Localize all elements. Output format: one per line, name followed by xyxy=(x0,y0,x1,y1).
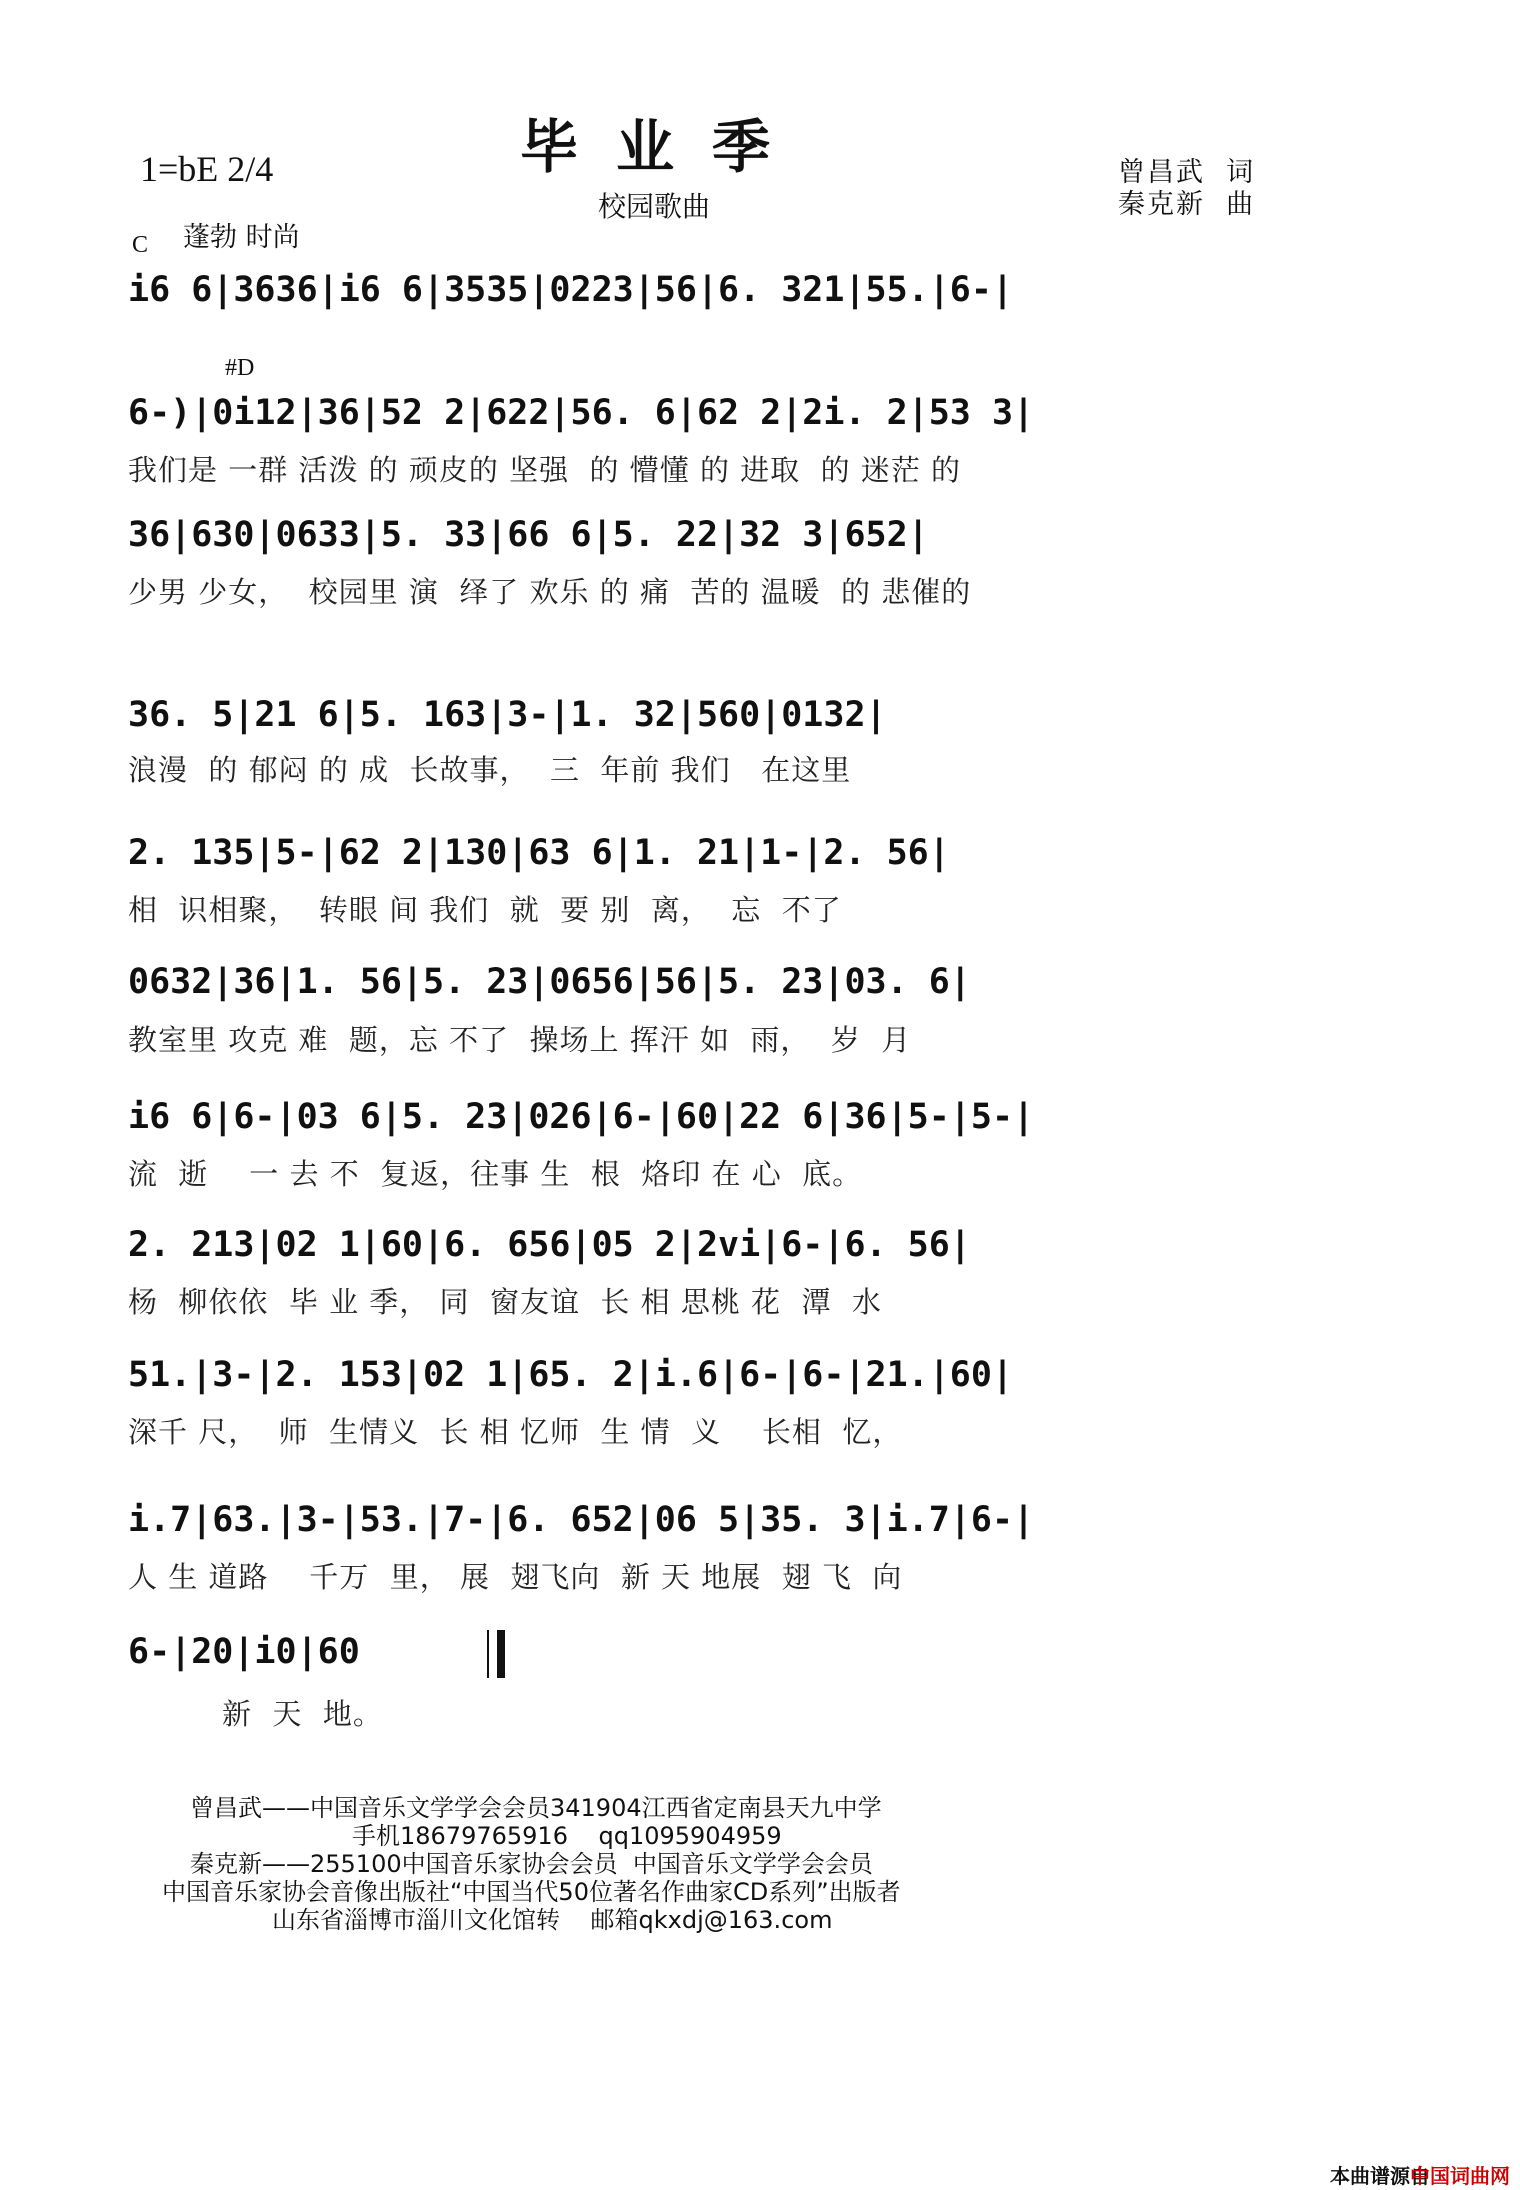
lyric-line-3: 少男 少女， 校园里 演 绎了 欢乐 的 痛 苦的 温暖 的 悲催的 xyxy=(128,575,972,609)
lyric-line-5: 相 识相聚， 转眼 间 我们 就 要 别 离， 忘 不了 xyxy=(128,893,842,927)
footer-line-3: 秦克新——255100中国音乐家协会会员 中国音乐文学学会会员 xyxy=(190,1850,873,1878)
expression-marking: 蓬勃 时尚 xyxy=(183,222,300,253)
section-marker-c: C xyxy=(132,232,149,258)
source-site-link[interactable]: 中国词曲网 xyxy=(1410,2164,1510,2188)
song-title: 毕业季 xyxy=(520,113,809,181)
notation-line-8: 2. 213|02 1|60|6. 656|05 2|2vi|6-|6. 56| xyxy=(128,1225,971,1265)
notation-line-5: 2. 135|5-|62 2|130|63 6|1. 21|1-|2. 56| xyxy=(128,833,950,873)
notation-line-3: 36|630|0633|5. 33|66 6|5. 22|32 3|652| xyxy=(128,515,929,555)
lyric-line-9: 深千 尺， 师 生情义 长 相 忆师 生 情 义 长相 忆， xyxy=(128,1415,903,1449)
footer-line-4: 中国音乐家协会音像出版社“中国当代50位著名作曲家CD系列”出版者 xyxy=(162,1878,901,1906)
notation-line-1: i6 6|3636|i6 6|3535|0223|56|6. 321|55.|6-| xyxy=(128,270,1014,310)
key-signature: 1=bE 2/4 xyxy=(140,149,274,189)
footer-line-2: 手机18679765916 qq1095904959 xyxy=(352,1822,782,1850)
final-barline-thin xyxy=(487,1630,489,1678)
notation-line-7: i6 6|6-|03 6|5. 23|026|6-|60|22 6|36|5-|5-| xyxy=(128,1097,1035,1137)
footer-line-1: 曾昌武——中国音乐文学学会会员341904江西省定南县天九中学 xyxy=(190,1794,882,1822)
song-subtitle: 校园歌曲 xyxy=(598,190,711,223)
lyric-line-6: 教室里 攻克 难 题，忘 不了 操场上 挥汗 如 雨， 岁 月 xyxy=(128,1023,912,1057)
lyric-line-4: 浪漫 的 郁闷 的 成 长故事， 三 年前 我们 在这里 xyxy=(128,753,852,787)
lyric-line-7: 流 逝 一 去 不 复返，往事 生 根 烙印 在 心 底。 xyxy=(128,1157,863,1191)
notation-line-10: i.7|63.|3-|53.|7-|6. 652|06 5|35. 3|i.7|6-| xyxy=(128,1500,1035,1540)
lyric-line-2: 我们是 一群 活泼 的 顽皮的 坚强 的 懵懂 的 进取 的 迷茫 的 xyxy=(128,453,962,487)
lyric-line-8: 杨 柳依依 毕 业 季， 同 窗友谊 长 相 思桃 花 潭 水 xyxy=(128,1285,882,1319)
lyric-line-10: 人 生 道路 千万 里， 展 翅飞向 新 天 地展 翅 飞 向 xyxy=(128,1560,903,1594)
lyric-line-11: 新 天 地。 xyxy=(222,1697,383,1731)
notation-line-4: 36. 5|21 6|5. 163|3-|1. 32|560|0132| xyxy=(128,695,887,735)
composer-credit: 秦克新 曲 xyxy=(1118,189,1256,220)
notation-line-9: 51.|3-|2. 153|02 1|65. 2|i.6|6-|6-|21.|60| xyxy=(128,1355,1014,1395)
footer-line-5: 山东省淄博市淄川文化馆转 邮箱qkxdj@163.com xyxy=(272,1906,833,1934)
notation-line-6: 0632|36|1. 56|5. 23|0656|56|5. 23|03. 6| xyxy=(128,962,971,1002)
notation-line-11: 6-|20|i0|60 xyxy=(128,1632,360,1672)
section-marker-d: #D xyxy=(225,355,255,381)
notation-line-2: 6-)|0i12|36|52 2|622|56. 6|62 2|2i. 2|53 3| xyxy=(128,393,1035,433)
source-label: 本曲谱源自 xyxy=(1330,2164,1430,2188)
lyricist-credit: 曾昌武 词 xyxy=(1118,157,1256,188)
final-barline-thick xyxy=(497,1630,505,1678)
